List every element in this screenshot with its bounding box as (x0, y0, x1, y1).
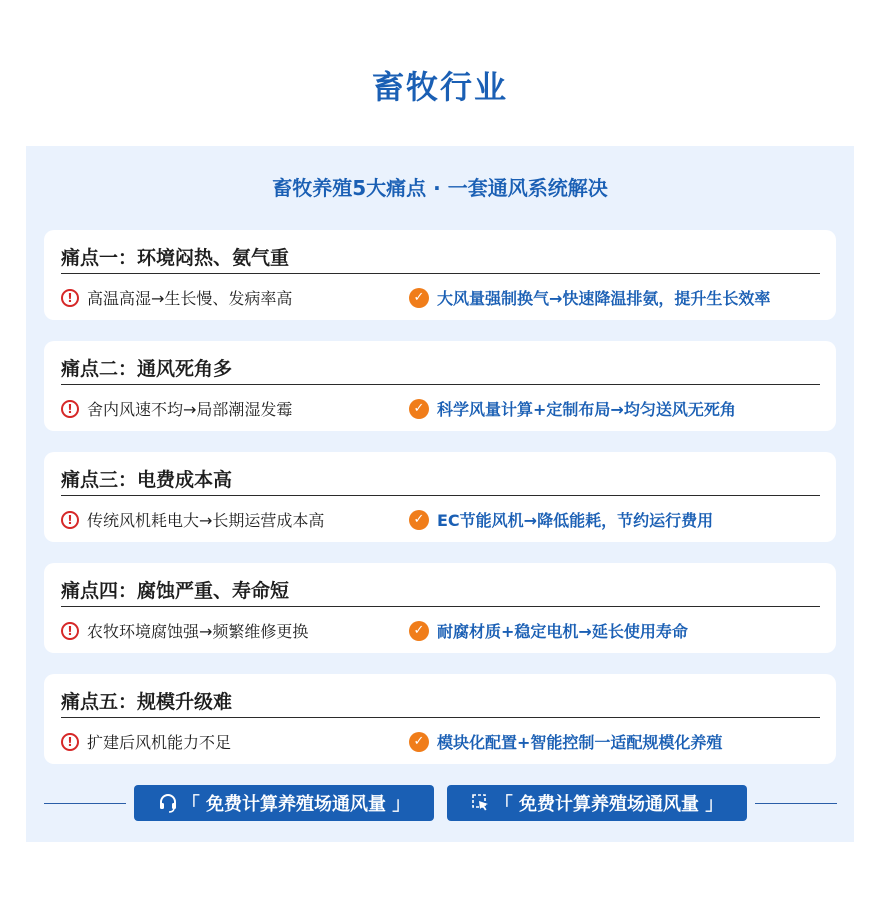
pain-point-card-4 (44, 563, 836, 653)
pain-points-panel (26, 146, 854, 842)
click-button-label: 「 免费计算养殖场通风量 」 (494, 794, 724, 815)
cursor-click-icon (471, 793, 491, 813)
problem-row (61, 619, 308, 642)
pain-point-title: 痛点一：环境闷热、氨气重 (61, 247, 290, 269)
problem-text: 农牧环境腐蚀强→频繁维修更换 (87, 622, 309, 641)
problem-row (61, 397, 292, 420)
headset-icon (158, 793, 178, 813)
solution-text: 耐腐材质+稳定电机→延长使用寿命 (437, 622, 688, 641)
pain-point-title: 痛点五：规模升级难 (61, 691, 233, 713)
check-icon: ✓ (409, 399, 429, 419)
problem-text: 扩建后风机能力不足 (87, 733, 232, 752)
divider (61, 273, 820, 274)
problem-row (61, 286, 292, 309)
pain-point-card-1 (44, 230, 836, 320)
pain-point-title: 痛点二：通风死角多 (61, 358, 233, 380)
warning-icon: ! (61, 622, 79, 640)
cta-divider-right (755, 803, 837, 804)
problem-row (61, 508, 324, 531)
solution-row (409, 508, 713, 531)
warning-icon: ! (61, 289, 79, 307)
consult-button-label: 「 免费计算养殖场通风量 」 (181, 794, 411, 815)
solution-text: 科学风量计算+定制布局→均匀送风无死角 (437, 400, 736, 419)
check-icon: ✓ (409, 288, 429, 308)
consult-ventilation-button[interactable] (134, 785, 434, 821)
page-title: 畜牧行业 (371, 68, 508, 106)
divider (61, 384, 820, 385)
problem-text: 舍内风速不均→局部潮湿发霉 (87, 400, 293, 419)
warning-icon: ! (61, 400, 79, 418)
cta-divider-left (44, 803, 126, 804)
pain-point-title: 痛点四：腐蚀严重、寿命短 (61, 580, 290, 602)
solution-row (409, 286, 770, 309)
panel-subtitle: 畜牧养殖5大痛点 · 一套通风系统解决 (272, 176, 608, 200)
pain-point-card-5 (44, 674, 836, 764)
check-icon: ✓ (409, 510, 429, 530)
solution-text: 大风量强制换气→快速降温排氨，提升生长效率 (437, 289, 771, 308)
solution-text: 模块化配置+智能控制一适配规模化养殖 (437, 733, 723, 752)
divider (61, 606, 820, 607)
problem-text: 高温高湿→生长慢、发病率高 (87, 289, 293, 308)
solution-row (409, 397, 736, 420)
problem-text: 传统风机耗电大→长期运营成本高 (87, 511, 325, 530)
solution-text: EC节能风机→降低能耗，节约运行费用 (437, 511, 714, 530)
divider (61, 717, 820, 718)
solution-row (409, 619, 688, 642)
divider (61, 495, 820, 496)
pain-point-card-2 (44, 341, 836, 431)
click-ventilation-button[interactable] (447, 785, 747, 821)
pain-point-card-3 (44, 452, 836, 542)
warning-icon: ! (61, 511, 79, 529)
solution-row (409, 730, 722, 753)
warning-icon: ! (61, 733, 79, 751)
check-icon: ✓ (409, 621, 429, 641)
pain-point-title: 痛点三：电费成本高 (61, 469, 233, 491)
problem-row (61, 730, 231, 753)
check-icon: ✓ (409, 732, 429, 752)
